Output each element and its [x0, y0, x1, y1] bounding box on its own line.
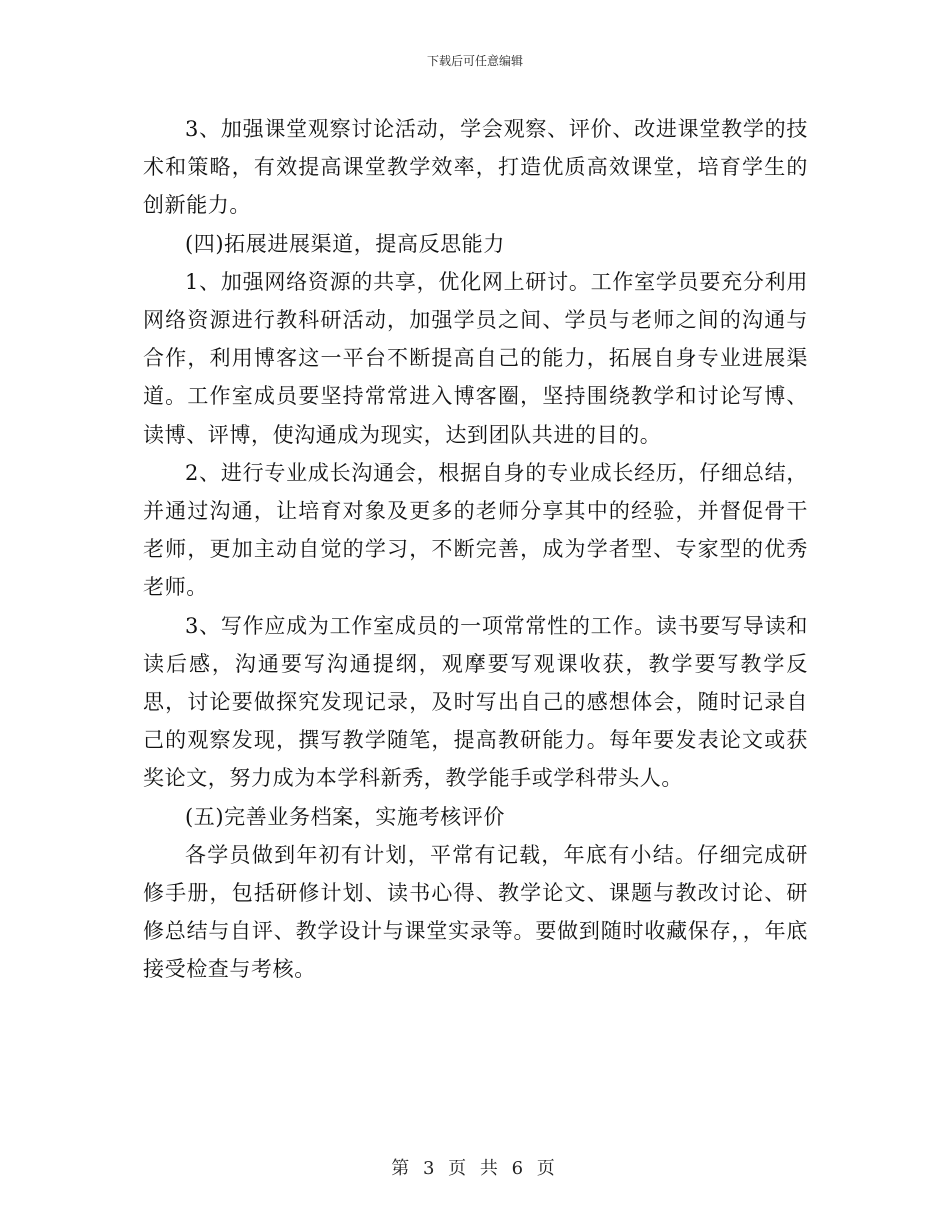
section-heading-4: (四)拓展进展渠道，提高反思能力	[185, 231, 505, 256]
paragraph-observation: 3、加强课堂观察讨论活动，学会观察、评价、改进课堂教学的技术和策略，有效提高课堂教学效率，打造优质高效课堂，培育学生的创新能力。	[143, 117, 808, 218]
paragraph-growth-meeting: 2、进行专业成长沟通会，根据自身的专业成长经历，仔细总结，并通过沟通，让培育对象及更多的老师分享其中的经验，并督促骨干老师，更加主动自觉的学习，不断完善，成为学者型、专家型的优秀老师。	[143, 460, 808, 600]
paragraph-network-resources: 1、加强网络资源的共享，优化网上研讨。工作室学员要充分利用网络资源进行教科研活动，加强学员之间、学员与老师之间的沟通与合作，利用博客这一平台不断提高自己的能力，拓展自身专业进展渠道。工作室成员要坚持常常进入博客圈，坚持围绕教学和讨论写博、读博、评博，使沟通成为现实，达到团队共进的目的。	[143, 269, 808, 447]
document-body	[143, 110, 808, 989]
paragraph-writing: 3、写作应成为工作室成员的一项常常性的工作。读书要写导读和读后感，沟通要写沟通提纲，观摩要写观课收获，教学要写教学反思，讨论要做探究发现记录，及时写出自己的感想体会，随时记录自己的观察发现，撰写教学随笔，提高教研能力。每年要发表论文或获奖论文，努力成为本学科新秀，教学能手或学科带头人。	[143, 613, 808, 791]
page-header: 下载后可任意编辑	[426, 54, 523, 68]
section-heading-5: (五)完善业务档案，实施考核评价	[185, 804, 505, 829]
paragraph-archives: 各学员做到年初有计划，平常有记载，年底有小结。仔细完成研修手册，包括研修计划、读书心得、教学论文、课题与教改讨论、研修总结与自评、教学设计与课堂实录等。要做到随时收藏保存，，年底接受检查与考核。	[143, 842, 808, 982]
page-number: 第 3 页 共 6 页	[391, 1158, 559, 1179]
